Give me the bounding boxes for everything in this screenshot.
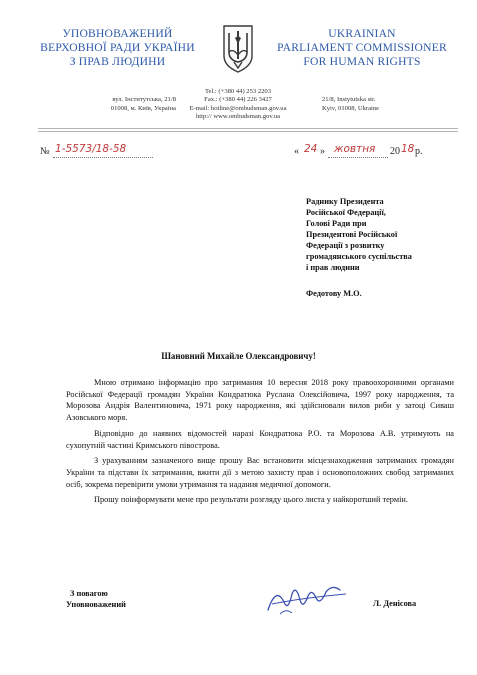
- letter-paragraph: Відповідно до наявних відомостей наразі Кондратюка Р.О. та Морозова А.В. утримують на сухопутній частині Кримського півострова.: [66, 428, 454, 450]
- header-ua-line-3: З ПРАВ ЛЮДИНИ: [69, 55, 166, 68]
- trident-emblem-icon: [221, 24, 255, 74]
- email-line: E-mail: hotline@ombudsman.gov.ua: [189, 104, 287, 112]
- date-month-underline: [328, 157, 388, 158]
- letter-paragraph: З урахуванням зазначеного вище прошу Вас встановити місцезнаходження затриманих громадян України та підстави їх затримання, вжити дії з метою захисту прав і основоположних свобод затриманих осіб, зокрема перевірити умови утримання та надання медичної допомоги.: [66, 456, 454, 489]
- address-en-line: Kyiv, 01008, Ukraine: [322, 104, 380, 112]
- recipient-line: Раднику Президента: [306, 197, 384, 206]
- header-divider-second: [38, 131, 458, 132]
- recipient-name: Федотову М.О.: [306, 289, 362, 298]
- handwritten-signature-icon: [262, 580, 352, 620]
- header-en-line-1: UKRAINIAN: [328, 27, 396, 40]
- recipient-line: і прав людини: [306, 263, 360, 272]
- header-divider: [38, 128, 458, 129]
- date-suffix: р.: [415, 146, 423, 157]
- header-en-line-3: FOR HUMAN RIGHTS: [303, 55, 421, 68]
- closing-block: [66, 588, 186, 610]
- reg-number-sign: №: [40, 146, 50, 157]
- letter-greeting: Шановний Михайле Олександровичу!: [161, 351, 316, 361]
- date-open-quote: «: [294, 146, 299, 157]
- address-ua: [58, 96, 176, 113]
- letter-paragraph: Прошу поінформувати мене про результати розгляду цього листа у найкоротший термін.: [94, 495, 408, 505]
- address-en: [322, 96, 452, 113]
- recipient-line: Голові Ради при: [306, 219, 367, 228]
- reg-number-handwritten: 1-5573/18-58: [55, 143, 127, 155]
- header-ua-title: [30, 27, 205, 69]
- address-ua-line: 01008, м. Київ, Україна: [110, 104, 176, 112]
- address-ua-line: вул. Інститутська, 21/8: [112, 96, 176, 103]
- date-year-prefix: 20: [390, 146, 400, 157]
- closing-title: Уповноважений: [66, 600, 126, 610]
- recipient-block: [306, 196, 466, 299]
- header-ua-line-2: ВЕРХОВНОЇ РАДИ УКРАЇНИ: [40, 41, 195, 54]
- recipient-line: Російської Федерації,: [306, 208, 386, 217]
- date-month-handwritten: жовтня: [334, 143, 376, 155]
- address-en-line: 21/8, Instytutska str.: [322, 96, 376, 103]
- header-en-title: [262, 27, 462, 69]
- reg-number-underline: [53, 157, 153, 158]
- date-year-handwritten: 18: [401, 143, 415, 155]
- letter-paragraph: Мною отримано інформацію про затримання 10 вересня 2018 року правоохоронними органами Російської Федерації громадян України Кондратюка Руслана Олексійовича, 1997 року народження, та Морозова Андрія Валентиновича, 1971 року народження, які здійснювали вилов риби у затоці Сиваш Азовського моря.: [66, 378, 454, 423]
- phone-line: Tel.: (+380 44) 253 2203: [204, 88, 272, 95]
- contact-block: [176, 88, 300, 121]
- header-ua-line-1: УПОВНОВАЖЕНИЙ: [62, 27, 173, 40]
- fax-line: Fax.: (+380 44) 226 3427: [204, 96, 272, 104]
- recipient-line: Федерації з розвитку: [306, 241, 385, 250]
- recipient-line: Президентові Російської: [306, 230, 398, 239]
- header-en-line-2: PARLIAMENT COMMISSIONER: [277, 41, 447, 54]
- date-day-handwritten: 24: [304, 143, 318, 155]
- letter-body: [66, 377, 454, 510]
- closing-regards: З повагою: [70, 589, 108, 598]
- date-close-quote: »: [320, 146, 325, 157]
- recipient-line: громадянського суспільства: [306, 252, 412, 261]
- signer-name: Л. Денісова: [373, 599, 417, 608]
- website-line: http:// www.ombudsman.gov.ua: [195, 112, 281, 120]
